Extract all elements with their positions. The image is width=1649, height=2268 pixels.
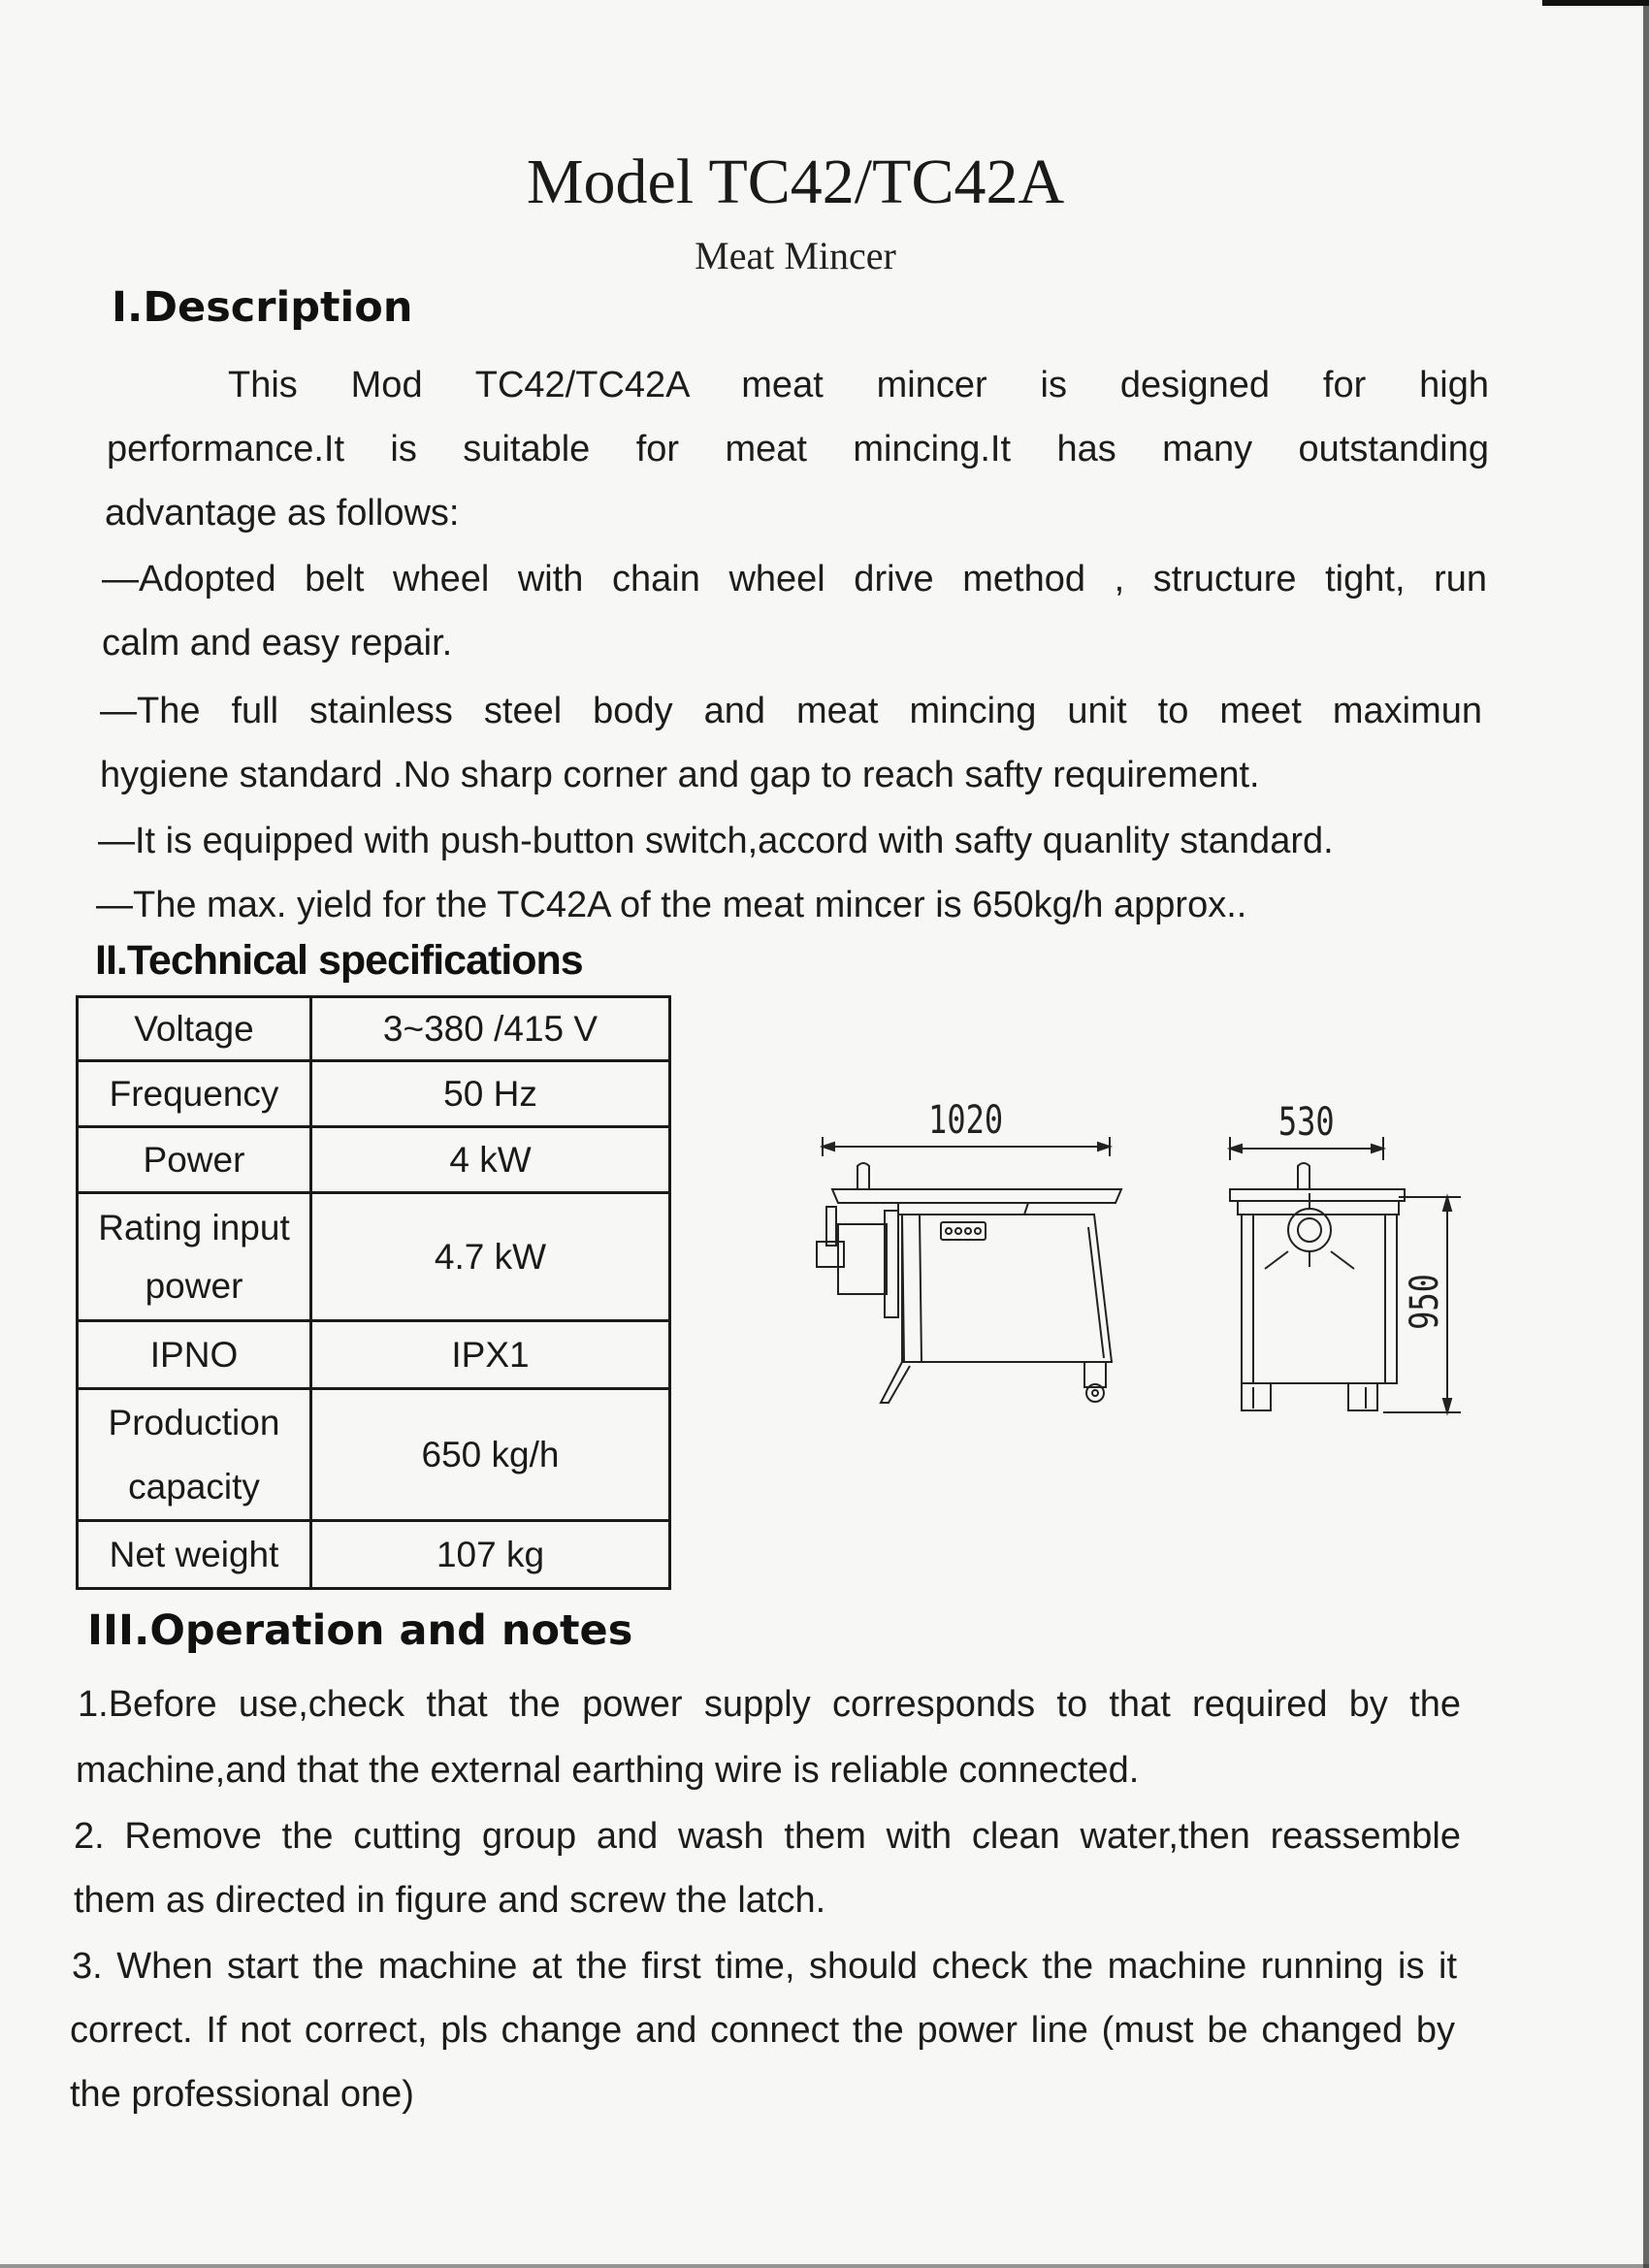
spec-value: 4 kW [311, 1127, 670, 1193]
spec-label: Rating input power [78, 1193, 311, 1321]
operation-note-3-line-3: the professional one) [70, 2074, 414, 2115]
front-view-drawing [817, 1096, 1121, 1403]
feature-bullet-2-line-1: —The full stainless steel body and meat mincing unit to meet maximun [100, 691, 1482, 731]
spec-value: 3~380 /415 V [311, 997, 670, 1061]
page-title: Model TC42/TC42A [526, 146, 1065, 217]
table-row [78, 1061, 670, 1127]
operation-note-1-line-1: 1.Before use,check that the power supply corresponds to that required by the [78, 1684, 1461, 1725]
spec-value: IPX1 [311, 1321, 670, 1389]
table-row [78, 1321, 670, 1389]
scan-edge-right [1643, 0, 1649, 2268]
height-dimension-label: 950 [1401, 1274, 1447, 1330]
spec-value: 650 kg/h [311, 1389, 670, 1521]
operation-note-2-line-1: 2. Remove the cutting group and wash them with clean water,then reassemble [74, 1816, 1461, 1857]
spec-label: IPNO [78, 1321, 311, 1389]
feature-bullet-1-line-1: —Adopted belt wheel with chain wheel drive method , structure tight, run [102, 559, 1487, 599]
specifications-table [76, 995, 671, 1590]
section-operation-heading: III.Operation and notes [87, 1606, 633, 1655]
table-row [78, 1193, 670, 1321]
description-intro-line-1: This Mod TC42/TC42A meat mincer is designed for high [228, 365, 1489, 405]
feature-bullet-1-line-2: calm and easy repair. [102, 623, 453, 664]
section-description-heading: I.Description [112, 283, 413, 332]
depth-dimension-label: 530 [1277, 1098, 1335, 1145]
feature-bullet-2-line-2: hygiene standard .No sharp corner and gap to reach safty requirement. [100, 755, 1260, 795]
spec-label: Frequency [78, 1061, 311, 1127]
table-row [78, 997, 670, 1061]
page-subtitle: Meat Mincer [695, 234, 896, 277]
table-row [78, 1389, 670, 1521]
feature-bullet-3: —It is equipped with push-button switch,accord with safty quanlity standard. [98, 821, 1334, 861]
spec-label: Power [78, 1127, 311, 1193]
scan-edge-bottom [0, 2264, 1649, 2268]
machine-dimension-drawing [805, 1096, 1484, 1504]
spec-value: 107 kg [311, 1521, 670, 1589]
operation-note-2-line-2: them as directed in figure and screw the latch. [74, 1880, 826, 1921]
table-row [78, 1521, 670, 1589]
spec-label: Production capacity [78, 1389, 311, 1521]
description-intro-line-2: performance.It is suitable for meat mincing.It has many outstanding [107, 429, 1489, 470]
description-intro-line-3: advantage as follows: [105, 493, 460, 534]
section-specifications-heading: II.Technical specifications [95, 937, 583, 984]
feature-bullet-4: —The max. yield for the TC42A of the meat mincer is 650kg/h approx.. [96, 885, 1247, 925]
width-dimension-label: 1020 [928, 1096, 1004, 1143]
operation-note-3-line-2: correct. If not correct, pls change and connect the power line (must be changed by [70, 2010, 1455, 2051]
side-view-drawing [1230, 1098, 1461, 1412]
operation-note-3-line-1: 3. When start the machine at the first time, should check the machine running is it [72, 1946, 1457, 1987]
table-row [78, 1127, 670, 1193]
scan-edge-top [1542, 0, 1649, 6]
spec-value: 50 Hz [311, 1061, 670, 1127]
spec-label: Net weight [78, 1521, 311, 1589]
spec-value: 4.7 kW [311, 1193, 670, 1321]
spec-label: Voltage [78, 997, 311, 1061]
operation-note-1-line-2: machine,and that the external earthing wire is reliable connected. [76, 1750, 1140, 1791]
